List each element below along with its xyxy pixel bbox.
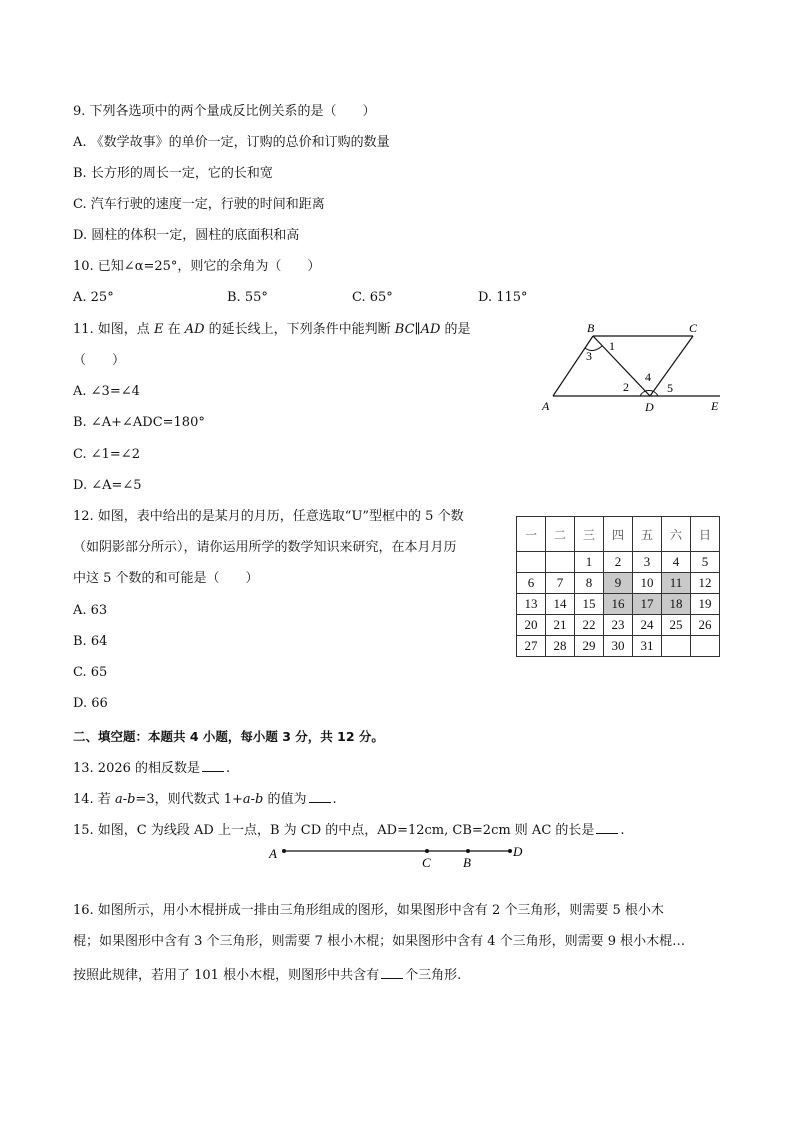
q13-stem: 13. 2026 的相反数是 .: [73, 761, 231, 776]
q11-angle-4: 4: [645, 370, 651, 384]
q12-stem-line3: 中这 5 个数的和可能是（ ）: [73, 571, 259, 586]
q9-option-c: C. 汽车行驶的速度一定，行驶的时间和距离: [73, 197, 325, 212]
calendar-day-cell: 30: [604, 636, 633, 657]
q15-label-c: C: [422, 855, 431, 870]
q10-option-b: B. 55°: [227, 290, 268, 305]
q14-stem: 14. 若 a-b=3，则代数式 1+a-b 的值为 .: [73, 792, 337, 807]
q12-option-c: C. 65: [73, 665, 108, 680]
q15-label-b: B: [463, 855, 471, 870]
calendar-header-cell: 四: [604, 517, 633, 552]
q11-angle-5: 5: [667, 381, 673, 395]
calendar-day-cell: 27: [517, 636, 546, 657]
q13-answer-blank: [202, 759, 224, 772]
q11-label-e: E: [711, 399, 719, 413]
q12-option-a: A. 63: [73, 603, 108, 618]
calendar-day-cell: 19: [691, 594, 720, 615]
calendar-day-cell: [691, 636, 720, 657]
q16-line1: 16. 如图所示，用小木棍拼成一排由三角形组成的图形，如果图形中含有 2 个三角形，则需要 5 根小木: [73, 903, 664, 918]
calendar-day-cell: 7: [546, 573, 575, 594]
q9-option-b: B. 长方形的周长一定，它的长和宽: [73, 166, 273, 181]
calendar-day-cell: 5: [691, 552, 720, 573]
q12-option-d: D. 66: [73, 696, 108, 711]
q11-angle-1: 1: [609, 339, 615, 353]
q15-label-d: D: [513, 844, 523, 859]
calendar-week-row: [517, 552, 720, 573]
q9-option-a: A. 《数学故事》的单价一定，订购的总价和订购的数量: [73, 135, 390, 150]
q12-option-b: B. 64: [73, 634, 108, 649]
calendar-day-cell: 9: [604, 573, 633, 594]
calendar-day-cell: 14: [546, 594, 575, 615]
calendar-day-cell: 23: [604, 615, 633, 636]
q11-option-a: A. ∠3=∠4: [73, 384, 140, 399]
calendar-day-cell: 28: [546, 636, 575, 657]
calendar-day-cell: [517, 552, 546, 573]
calendar-day-cell: 17: [633, 594, 662, 615]
section-fill-in-title: 二、填空题：本题共 4 小题，每小题 3 分，共 12 分。: [73, 729, 384, 744]
q11-label-a: A: [542, 399, 550, 413]
calendar-header-cell: 日: [691, 517, 720, 552]
q16-line2: 棍；如果图形中含有 3 个三角形，则需要 7 根小木棍；如果图形中含有 4 个三角形，则需要 9 根小木棍…: [73, 934, 686, 949]
q11-option-b: B. ∠A+∠ADC=180°: [73, 415, 205, 430]
q15-stem: 15. 如图，C 为线段 AD 上一点，B 为 CD 的中点，AD=12cm, CB=2cm 则 AC 的长是 .: [73, 823, 625, 838]
q12-stem-line1: 12. 如图，表中给出的是某月的月历，任意选取“U”型框中的 5 个数: [73, 509, 464, 524]
q15-segment-figure: [262, 840, 532, 870]
calendar-week-row: [517, 573, 720, 594]
q9-option-d: D. 圆柱的体积一定，圆柱的底面积和高: [73, 228, 300, 243]
calendar-day-cell: 26: [691, 615, 720, 636]
calendar-day-cell: 12: [691, 573, 720, 594]
calendar-header-cell: 六: [662, 517, 691, 552]
calendar-day-cell: 4: [662, 552, 691, 573]
q11-option-d: D. ∠A=∠5: [73, 478, 142, 493]
calendar-day-cell: 11: [662, 573, 691, 594]
calendar-day-cell: 20: [517, 615, 546, 636]
calendar-day-cell: 15: [575, 594, 604, 615]
calendar-day-cell: 31: [633, 636, 662, 657]
calendar-day-cell: 8: [575, 573, 604, 594]
q12-stem-line2: （如阴影部分所示），请你运用所学的数学知识来研究，在本月月历: [73, 540, 457, 555]
calendar-day-cell: 2: [604, 552, 633, 573]
calendar-week-row: [517, 636, 720, 657]
q11-parallelogram-figure: [535, 318, 730, 418]
q16-answer-blank: [381, 966, 403, 979]
q14-answer-blank: [309, 790, 331, 803]
calendar-header-cell: 五: [633, 517, 662, 552]
q10-stem: 10. 已知∠α=25°，则它的余角为（ ）: [73, 259, 321, 274]
calendar-day-cell: 18: [662, 594, 691, 615]
calendar-day-cell: 24: [633, 615, 662, 636]
q10-option-c: C. 65°: [352, 290, 393, 305]
calendar-day-cell: [546, 552, 575, 573]
q9-stem: 9. 下列各选项中的两个量成反比例关系的是（ ）: [73, 104, 376, 119]
q12-calendar: [516, 516, 720, 657]
calendar-day-cell: 1: [575, 552, 604, 573]
q11-label-c: C: [689, 321, 698, 335]
calendar-day-cell: 16: [604, 594, 633, 615]
calendar-header-cell: 一: [517, 517, 546, 552]
q11-label-d: D: [645, 400, 654, 414]
calendar-day-cell: 6: [517, 573, 546, 594]
q10-option-d: D. 115°: [478, 290, 528, 305]
q11-option-c: C. ∠1=∠2: [73, 447, 140, 462]
calendar-week-row: [517, 615, 720, 636]
q15-label-a: A: [269, 846, 277, 861]
q11-stem-blank: （ ）: [73, 353, 126, 368]
calendar-week-row: [517, 594, 720, 615]
q16-line3: 按照此规律，若用了 101 根小木棍，则图形中共含有 个三角形.: [73, 968, 462, 983]
q11-angle-2: 2: [623, 380, 629, 394]
calendar-day-cell: 10: [633, 573, 662, 594]
q11-stem: 11. 如图，点 E 在 AD 的延长线上，下列条件中能判断 BC∥AD 的是: [73, 322, 471, 337]
calendar-day-cell: 25: [662, 615, 691, 636]
q10-option-a: A. 25°: [73, 290, 114, 305]
calendar-header-cell: 二: [546, 517, 575, 552]
calendar-day-cell: 29: [575, 636, 604, 657]
calendar-day-cell: 22: [575, 615, 604, 636]
q15-answer-blank: [596, 821, 618, 834]
calendar-day-cell: [662, 636, 691, 657]
q11-angle-3: 3: [586, 349, 592, 363]
calendar-day-cell: 3: [633, 552, 662, 573]
calendar-day-cell: 13: [517, 594, 546, 615]
calendar-day-cell: 21: [546, 615, 575, 636]
calendar-header-cell: 三: [575, 517, 604, 552]
q11-label-b: B: [587, 321, 595, 335]
